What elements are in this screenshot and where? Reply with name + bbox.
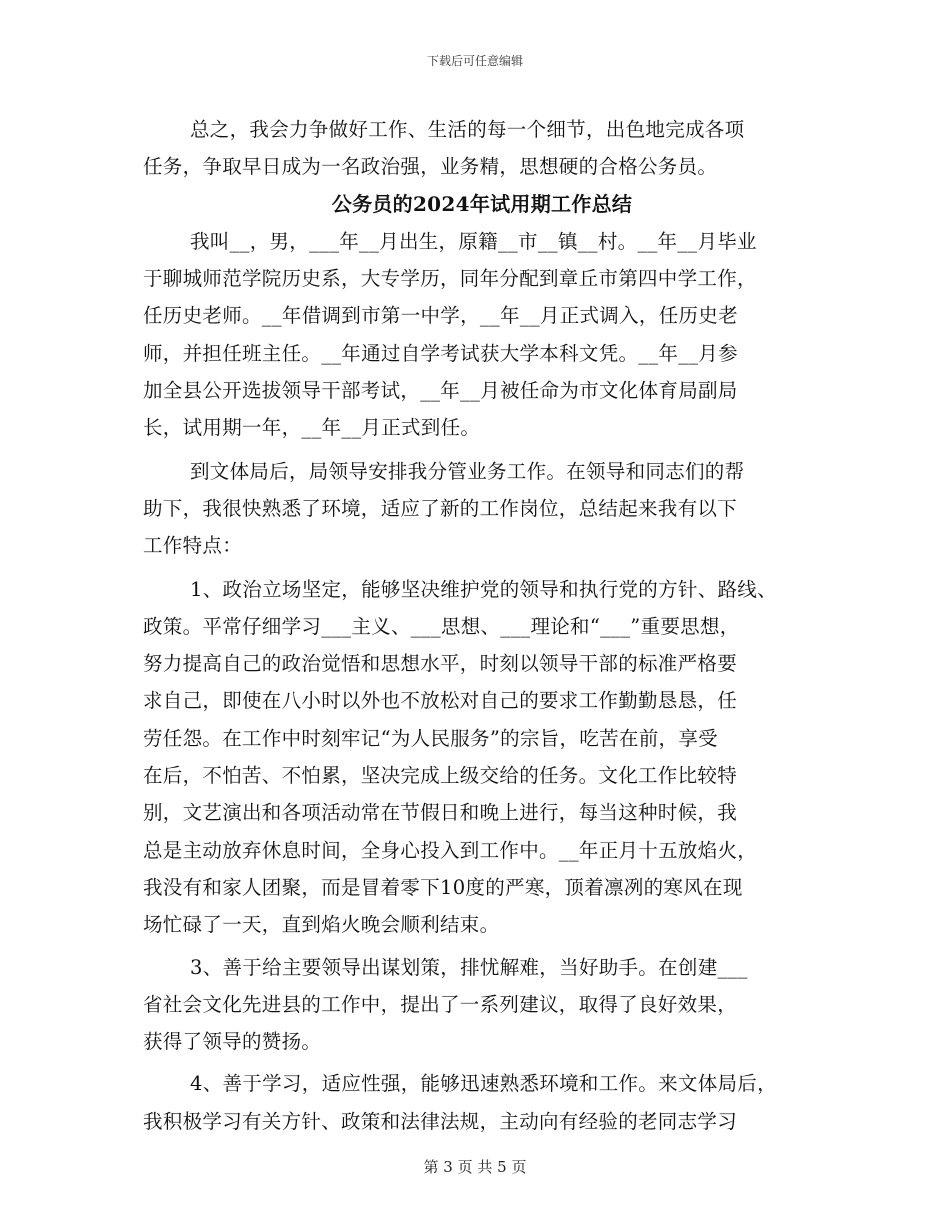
- intro-line-2: 任务，争取早日成为一名政治强，业务精，思想硬的合格公务员。: [143, 155, 718, 179]
- para2-line-2: 助下，我很快熟悉了环境，适应了新的工作岗位，总结起来我有以下: [143, 496, 738, 520]
- para4-line-3: 获得了领导的赞扬。: [143, 1030, 322, 1054]
- para1-line-5: 加全县公开选拔领导干部考试，__年__月被任命为市文化体育局副局: [143, 379, 738, 403]
- para3-line-4: 求自己，即使在八小时以外也不放松对自己的要求工作勤勤恳恳，任: [143, 689, 738, 713]
- para4-line-1: 3、善于给主要领导出谋划策，排忧解难，当好助手。在创建___: [190, 955, 748, 979]
- para1-line-6: 长，试用期一年，__年__月正式到任。: [143, 416, 481, 440]
- para1-line-2: 于聊城师范学院历史系，大专学历，同年分配到章丘市第四中学工作，: [143, 267, 757, 291]
- para2-line-1: 到文体局后，局领导安排我分管业务工作。在领导和同志们的帮: [190, 459, 745, 483]
- document-title: 公务员的2024年试用期工作总结: [331, 191, 633, 216]
- para3-line-9: 我没有和家人团聚，而是冒着零下10度的严寒，顶着凛冽的寒风在现: [143, 875, 743, 899]
- para3-line-8: 总是主动放弃休息时间，全身心投入到工作中。__年正月十五放焰火，: [143, 838, 758, 862]
- intro-line-1: 总之，我会力争做好工作、生活的每一个细节，出色地完成各项: [190, 118, 745, 141]
- para1-line-4: 师，并担任班主任。__年通过自学考试获大学本科文凭。__年__月参: [143, 341, 738, 365]
- para3-line-10: 场忙碌了一天，直到焰火晚会顺利结束。: [143, 913, 500, 937]
- para1-line-1: 我叫__，男，___年__月出生，原籍__市__镇__村。__年__月毕业: [190, 229, 757, 253]
- para1-line-3: 任历史老师。__年借调到市第一中学，__年__月正式调入，任历史老: [143, 304, 738, 328]
- para3-line-5: 劳任怨。在工作中时刻牢记“为人民服务”的宗旨，吃苦在前，享受: [143, 726, 718, 750]
- page-number-footer: 第 3 页 共 5 页: [423, 1158, 527, 1176]
- para2-line-3: 工作特点：: [143, 534, 243, 558]
- para3-line-2: 政策。平常仔细学习___主义、___思想、___理论和“___”重要思想，: [143, 614, 740, 638]
- page-header-note: 下载后可任意编辑: [426, 54, 523, 68]
- para5-line-1: 4、善于学习，适应性强，能够迅速熟悉环境和工作。来文体局后，: [190, 1072, 777, 1096]
- para3-line-6: 在后，不怕苦、不怕累，坚决完成上级交给的任务。文化工作比较特: [143, 764, 738, 788]
- para3-line-7: 别，文艺演出和各项活动常在节假日和晚上进行，每当这种时候，我: [143, 801, 738, 825]
- para3-line-1: 1、政治立场坚定，能够坚决维护党的领导和执行党的方针、路线、: [190, 577, 777, 601]
- para4-line-2: 省社会文化先进县的工作中，提出了一系列建议，取得了良好效果，: [143, 992, 738, 1016]
- para5-line-2: 我积极学习有关方针、政策和法律法规，主动向有经验的老同志学习: [143, 1109, 738, 1133]
- document-body: [143, 111, 813, 1140]
- para3-line-3: 努力提高自己的政治觉悟和思想水平，时刻以领导干部的标准严格要: [143, 652, 738, 676]
